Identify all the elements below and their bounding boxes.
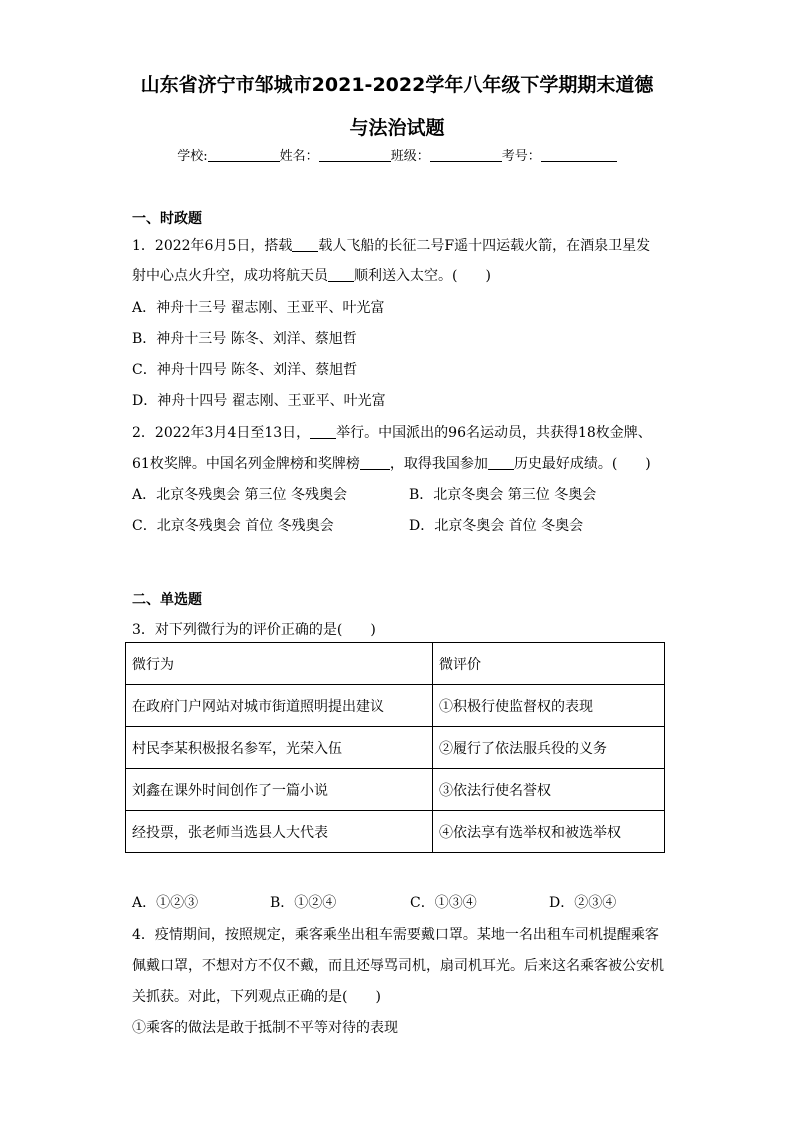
q1-line2	[132, 265, 491, 285]
school-label: 学校:	[177, 149, 208, 164]
q1-line1	[132, 235, 650, 255]
q1-option-c: C．神舟十四号 陈冬、刘洋、蔡旭哲	[132, 362, 358, 378]
exam-title-line2: 与法治试题	[349, 117, 445, 139]
class-blank	[430, 147, 502, 162]
q3-option-c: C．①③④	[410, 895, 477, 911]
q4-item-1: ①乘客的做法是敢于抵制不平等对待的表现	[132, 1020, 398, 1036]
name-blank	[319, 147, 391, 162]
q2-text: 2．2022年3月4日至13日，	[132, 425, 311, 441]
answer-blank	[328, 267, 354, 282]
table-row	[126, 685, 665, 727]
q2-option-c: C．北京冬残奥会 首位 冬残奥会	[132, 518, 334, 534]
q3-option-a: A．①②③	[132, 895, 199, 911]
table-cell: 村民李某积极报名参军，光荣入伍	[126, 727, 433, 769]
q4-line3: 关抓获。对此，下列观点正确的是( )	[132, 989, 381, 1005]
table-cell: ②履行了依法服兵役的义务	[433, 727, 665, 769]
table-row	[126, 811, 665, 853]
table-cell: ③依法行使名誉权	[433, 769, 665, 811]
exam-title-line1: 山东省济宁市邹城市2021-2022学年八年级下学期期末道德	[140, 74, 654, 96]
student-info-row	[0, 145, 794, 164]
q2-option-d: D．北京冬奥会 首位 冬奥会	[409, 518, 584, 534]
q1-option-a: A．神舟十三号 翟志刚、王亚平、叶光富	[132, 300, 385, 316]
q1-option-d: D．神舟十四号 翟志刚、王亚平、叶光富	[132, 393, 386, 409]
q2-text: 历史最好成绩。( )	[513, 456, 651, 472]
q2-option-a: A．北京冬残奥会 第三位 冬残奥会	[132, 487, 348, 503]
q4-line2: 佩戴口罩，不想对方不仅不戴，而且还辱骂司机，扇司机耳光。后来这名乘客被公安机	[132, 958, 664, 974]
q2-text: ，取得我国参加	[389, 456, 488, 472]
table-cell: ④依法享有选举权和被选举权	[433, 811, 665, 853]
answer-blank	[360, 455, 390, 470]
section-heading-2: 二、单选题	[132, 592, 202, 608]
q2-line2	[132, 453, 651, 473]
q2-text: 61枚奖牌。中国名列金牌榜和奖牌榜	[132, 456, 360, 472]
q3-option-b: B．①②④	[270, 895, 337, 911]
section-heading-1: 一、时政题	[132, 211, 202, 227]
class-label: 班级：	[390, 149, 430, 164]
answer-blank	[292, 237, 318, 252]
q2-text: 举行。中国派出的96名运动员，共获得18枚金牌、	[336, 425, 652, 441]
table-row	[126, 769, 665, 811]
q1-text: 射中心点火升空，成功将航天员	[132, 268, 328, 284]
q4-line1: 4．疫情期间，按照规定，乘客乘坐出租车需要戴口罩。某地一名出租车司机提醒乘客	[132, 927, 659, 943]
q1-text: 载人飞船的长征二号F遥十四运载火箭，在酒泉卫星发	[318, 238, 651, 254]
table-cell: 刘鑫在课外时间创作了一篇小说	[126, 769, 433, 811]
name-label: 姓名：	[279, 149, 319, 164]
q1-option-b: B．神舟十三号 陈冬、刘洋、蔡旭哲	[132, 331, 357, 347]
exam-no-label: 考号：	[501, 149, 541, 164]
table-cell: 经投票，张老师当选县人大代表	[126, 811, 433, 853]
answer-blank	[310, 424, 336, 439]
q3-option-d: D．②③④	[549, 895, 617, 911]
q2-line1	[132, 422, 652, 442]
table-cell: 在政府门户网站对城市街道照明提出建议	[126, 685, 433, 727]
q1-text: 顺利送入太空。( )	[354, 268, 491, 284]
exam-no-blank	[541, 147, 617, 162]
table-header-row	[126, 643, 665, 685]
q1-text: 1．2022年6月5日，搭载	[132, 238, 293, 254]
school-blank	[208, 147, 280, 162]
table-row	[126, 727, 665, 769]
q3-stem: 3．对下列微行为的评价正确的是( )	[132, 622, 376, 638]
table-header-cell: 微评价	[433, 643, 665, 685]
table-header-cell: 微行为	[126, 643, 433, 685]
q3-table	[125, 642, 665, 853]
table-cell: ①积极行使监督权的表现	[433, 685, 665, 727]
answer-blank	[488, 455, 514, 470]
q2-option-b: B．北京冬奥会 第三位 冬奥会	[409, 487, 597, 503]
